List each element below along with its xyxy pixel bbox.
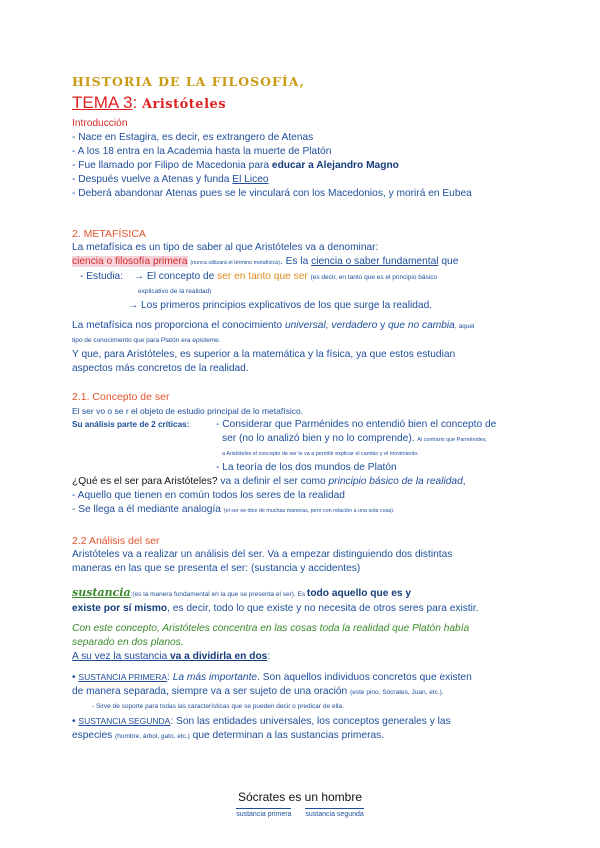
label-sustancia-segunda: sustancia segunda [305, 808, 363, 818]
footer-example [0, 790, 600, 818]
sustancia-line: sustancia:(es la manera fundamental en la que se presenta el ser). Es todo aquello que es y [72, 586, 412, 599]
intro-item: - Nace en Estagira, es decir, es extrangero de Atenas [72, 132, 314, 143]
tema-name: Aristóteles [141, 97, 227, 112]
intro-item: - Deberá abandonar Atenas pues se le vinculará con los Macedonios, y morirá en Eubea [72, 188, 472, 199]
sustancia-primera-line: • SUSTANCIA PRIMERA: La más importante. Son aquellos individuos concretos que existen [72, 672, 472, 683]
metafisica-paragraph: Y que, para Aristóteles, es superior a la matemática y la física, ya que estos estudian [72, 349, 456, 360]
sustancia-primera-line: de manera separada, siempre va a ser sujeto de una oración (este pino, Sócrates, Juan, etc.). [72, 686, 444, 697]
analisis-line: maneras en las que se presenta el ser: (sustancia y accidentes) [72, 563, 361, 574]
sustancia-segunda-line: especies (hombre, árbol, gato, etc.) que determinan a las sustancias primeras. [72, 730, 385, 741]
division-line: A su vez la sustancia va a dividirla en dos: [72, 651, 271, 662]
tema-number: TEMA 3 [72, 93, 133, 112]
document-page [72, 70, 532, 744]
section-metafisica: 2. METAFÍSICA [72, 228, 146, 240]
label-sustancia-primera: sustancia primera [236, 808, 291, 818]
sustancia-term: sustancia [72, 586, 131, 599]
definicion-item: - Se llega a él mediante analogía (el ser se dice de muchas maneras, pero con relación a una sola cosa). [72, 504, 395, 515]
alejandro-magno: educar a Alejandro Magno [271, 160, 399, 171]
section-analisis-ser: 2.2 Análisis del ser [72, 535, 160, 547]
metafisica-paragraph: La metafísica nos proporciona el conocimiento universal, verdadero y que no cambia, aquel [72, 320, 475, 331]
concepto-line: El ser vo o se r el objeto de estudio principal de lo metafísico. [72, 406, 304, 416]
estudia-line: → Los primeros principios explicativos de los que surge la realidad. [128, 300, 433, 311]
tema-colon: : [132, 93, 138, 112]
sustancia-primera-note: - Sirve de soporte para todas las características que se pueden decir o predicar de ella. [92, 703, 344, 710]
intro-item: - Fue llamado por Filipo de Macedonia para educar a Alejandro Magno [72, 160, 399, 171]
sustancia-segunda-line: • SUSTANCIA SEGUNDA: Son las entidades universales, los conceptos generales y las [72, 716, 451, 727]
metafisica-line: La metafísica es un tipo de saber al que Aristóteles va a denominar: [72, 242, 379, 253]
example-phrase: Sócrates es un hombre [237, 790, 363, 804]
analisis-line: Aristóteles va a realizar un análisis del ser. Va a empezar distinguiendo dos distintas [72, 549, 453, 560]
document-title: HISTORIA DE LA FILOSOFÍA, [72, 74, 305, 89]
estudia-line: explicativo de la realidad) [138, 288, 212, 295]
critica-2: - La teoría de los dos mundos de Platón [216, 462, 397, 473]
sustancia-line: existe por sí mismo, es decir, todo lo que existe y no necesita de otros seres para existir. [72, 603, 479, 614]
concepto-note: separado en dos planos. [72, 637, 184, 648]
section-concepto-ser: 2.1. Concepto de ser [72, 391, 170, 403]
metafisica-line: ciencia o filosofía primera (nunca utilizará el término metafísica). Es la ciencia o saber fundamental que [72, 256, 459, 267]
example-labels [0, 808, 600, 818]
pregunta-ser: ¿Qué es el ser para Aristóteles? va a definir el ser como principio básico de la realidad, [72, 476, 466, 487]
ser-en-tanto: ser en tanto que ser [217, 271, 308, 282]
criticas-label: Su análisis parte de 2 críticas: [72, 420, 190, 429]
metafisica-paragraph: aspectos más concretos de la realidad. [72, 363, 249, 374]
ciencia-fundamental: ciencia o saber fundamental [311, 256, 439, 267]
concepto-note: Con este concepto, Aristóteles concentra en las cosas toda la realidad que Platón había [72, 623, 470, 634]
definicion-item: - Aquello que tienen en común todos los seres de la realidad [72, 490, 345, 501]
critica-1-note: a Aristóteles el concepto de ser le va a permitir explicar el cambio y el movimiento. [222, 451, 419, 457]
el-liceo: El Liceo [232, 174, 269, 185]
criticas-block [72, 418, 532, 461]
estudia-line: - Estudia: → El concepto de ser en tanto que ser (es decir, en tanto que es el principio básico [80, 271, 438, 282]
ciencia-primera: ciencia o filosofía primera [72, 256, 188, 267]
critica-1: - Considerar que Parménides no entendió bien el concepto de [216, 419, 497, 430]
metafisica-paragraph: tipo de conocimiento que para Platón era episteme. [72, 337, 221, 344]
intro-item: - Después vuelve a Atenas y funda El Liceo [72, 174, 269, 185]
tema-heading [72, 93, 532, 115]
intro-item: - A los 18 entra en la Academia hasta la muerte de Platón [72, 146, 332, 157]
intro-heading: Introducción [72, 118, 128, 129]
critica-1: ser (no lo analizó bien y no lo comprende). Al contrario que Parménides, [222, 433, 487, 444]
